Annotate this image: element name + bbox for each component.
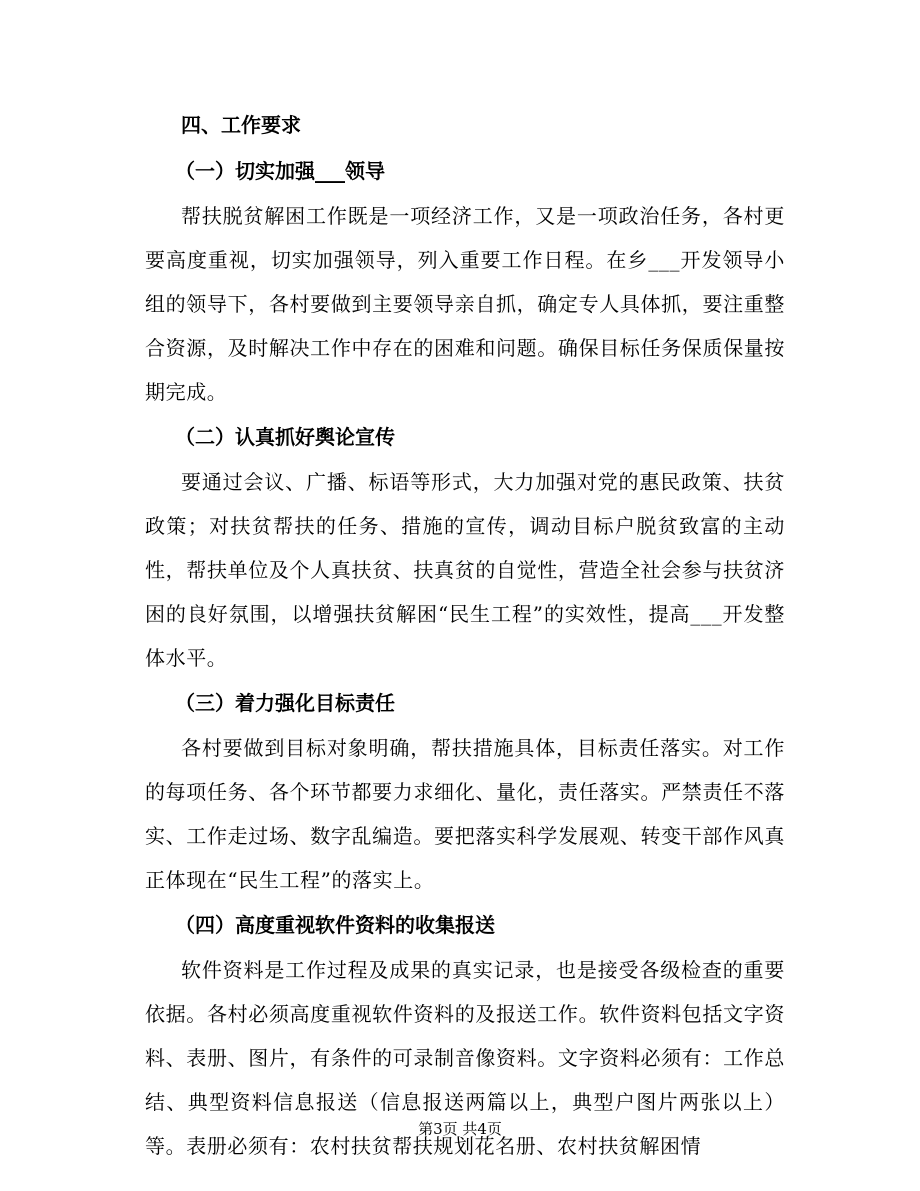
section-heading: 四、工作要求 (181, 113, 301, 137)
document-body (145, 102, 785, 1168)
paragraph-2: 要通过会议、广播、标语等形式，大力加强对党的惠民政策、扶贫政策；对扶贫帮扶的任务、措施的宣传，调动目标户脱贫致富的主动性，帮扶单位及个人真扶贫、扶真贫的自觉性，营造全社会参与扶贫济困的良好氛围，以增强扶贫解困“民生工程”的实效性，提高___开发整体水平。 (145, 470, 785, 670)
subsection-heading-3: （三）着力强化目标责任 (175, 691, 395, 715)
subsection-heading-2: （二）认真抓好舆论宣传 (175, 425, 395, 449)
paragraph-1: 帮扶脱贫解困工作既是一项经济工作，又是一项政治任务，各村更要高度重视，切实加强领导，列入重要工作日程。在乡___开发领导小组的领导下，各村要做到主要领导亲自抓，确定专人具体抓，要注重整合资源，及时解决工作中存在的困难和问题。确保目标任务保质保量按期完成。 (145, 204, 785, 404)
subsection-heading-4: （四）高度重视软件资料的收集报送 (175, 913, 495, 937)
paragraph-4: 软件资料是工作过程及成果的真实记录，也是接受各级检查的重要依据。各村必须高度重视软件资料的及报送工作。软件资料包括文字资料、表册、图片，有条件的可录制音像资料。文字资料必须有：工作总结、典型资料信息报送（信息报送两篇以上，典型户图片两张以上）等。表册必须有：农村扶贫帮扶规划花名册、农村扶贫解困情 (145, 958, 785, 1158)
subsection-heading-1: （一）切实加强___领导 (175, 159, 385, 183)
page-number-footer: 第3页 共4页 (418, 1120, 502, 1138)
paragraph-3: 各村要做到目标对象明确，帮扶措施具体，目标责任落实。对工作的每项任务、各个环节都要力求细化、量化，责任落实。严禁责任不落实、工作走过场、数字乱编造。要把落实科学发展观、转变干部作风真正体现在“民生工程”的落实上。 (145, 736, 785, 892)
